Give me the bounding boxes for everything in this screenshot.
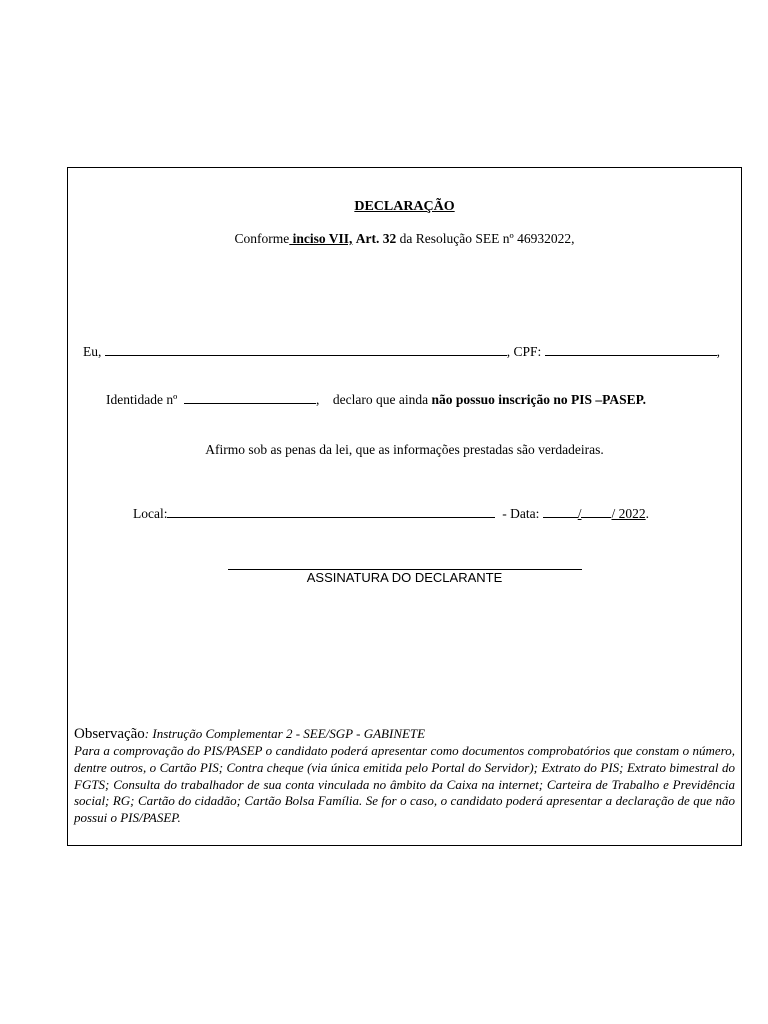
identity-text: declaro que ainda (332, 392, 429, 407)
observation-subtitle: : Instrução Complementar 2 - SEE/SGP - GABINETE (144, 726, 426, 741)
date-year: / 2022 (611, 506, 646, 521)
intro-line (68, 231, 741, 247)
observation-body: Para a comprovação do PIS/PASEP o candidato poderá apresentar como documentos comprobatórios que constam o número, dentre outros, o Cartão PIS; Contra cheque (via única emitida pelo Portal do Servidor); Extrato do PIS; Extrato bimestral do FGTS; Consulta do trabalhador de sua conta vinculada no âmbito da Caixa na internet; Carteira de Trabalho e Previdência social; RG; Cartão do cidadão; Cartão Bolsa Família. Se for o caso, o candidato poderá apresentar a declaração de que não possui o PIS/PASEP. (74, 743, 735, 826)
identity-line (106, 391, 646, 408)
name-label: Eu, (83, 344, 102, 359)
identity-bold-statement: não possuo inscrição no PIS –PASEP. (431, 392, 647, 407)
name-line (83, 343, 720, 360)
local-field[interactable] (167, 505, 495, 518)
name-field[interactable] (105, 343, 507, 356)
affirmation: Afirmo sob as penas da lei, que as informações prestadas são verdadeiras. (205, 442, 604, 457)
local-label: Local: (133, 506, 168, 521)
intro-inciso: inciso VII, (289, 231, 353, 246)
date-end: . (645, 506, 649, 521)
local-date-line (133, 505, 649, 522)
identity-field[interactable] (184, 391, 316, 404)
document-title: DECLARAÇÃO (354, 199, 455, 214)
cpf-field[interactable] (545, 343, 717, 356)
date-day-field[interactable] (543, 505, 578, 518)
intro-prefix: Conforme (234, 231, 290, 246)
date-month-field[interactable] (581, 505, 611, 518)
intro-article: Art. 32 (355, 231, 397, 246)
observation-section (74, 725, 735, 827)
identity-label: Identidade nº (106, 392, 178, 407)
date-slash: / (577, 506, 582, 521)
cpf-label: , CPF: (506, 344, 542, 359)
identity-comma: , (316, 392, 320, 407)
observation-heading: Observação (74, 726, 145, 742)
declaration-form (67, 167, 742, 846)
name-line-end: , (716, 344, 721, 359)
intro-suffix: da Resolução SEE nº 46932022, (396, 231, 575, 246)
date-label: - Data: (502, 506, 540, 521)
signature-label: ASSINATURA DO DECLARANTE (306, 570, 503, 585)
